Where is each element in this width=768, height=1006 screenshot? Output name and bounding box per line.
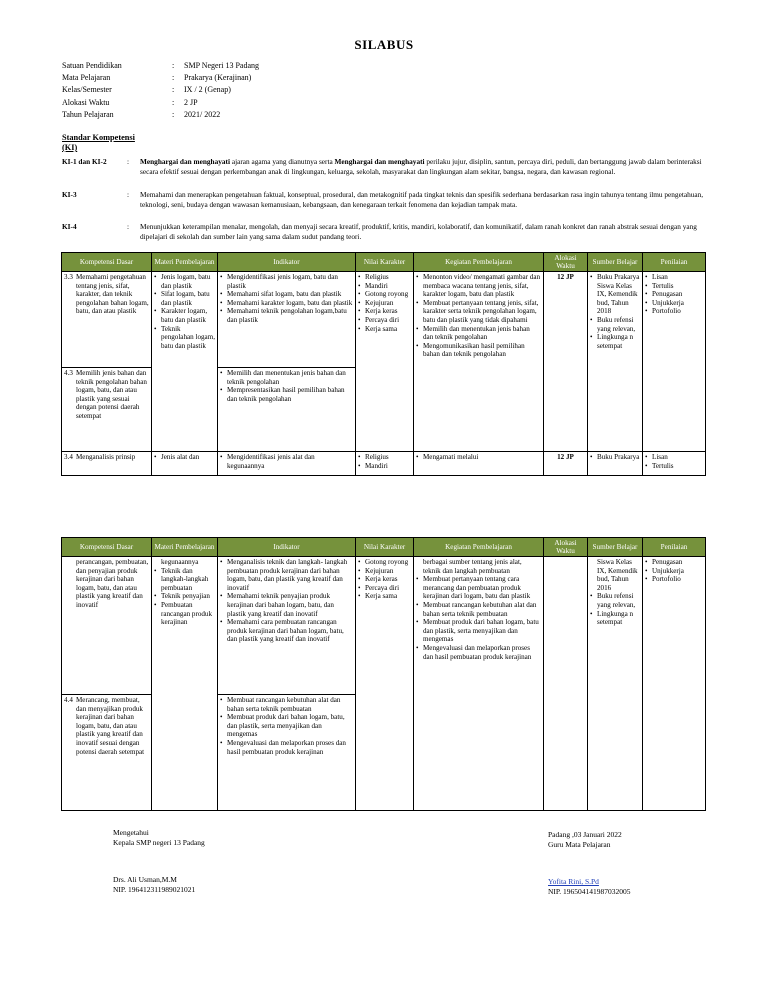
sign-label: Mengetahui: [113, 828, 149, 837]
list-item: • Gotong royong: [358, 558, 411, 567]
list-item: • Mengamati melalui: [416, 453, 541, 462]
list-item: • Membuat rancangan kebutuhan alat dan bahan serta teknik pembuatan: [416, 601, 541, 618]
list-item: • Sifat logam, batu dan plastik: [154, 290, 215, 307]
list-item: • Pembuatan rancangan produk kerajinan: [154, 601, 215, 627]
kegiatan-continuation: berbagai sumber tentang jenis alat, teknik dan langkah pembuatan: [423, 558, 522, 575]
ki-text: Menghargai dan menghayati ajaran agama yang dianutnya serta Menghargai dan menghayati perilaku jujur, disiplin, santun, percaya diri, peduli, dan bertanggung jawab dalam berinteraksi secara efektif sesuai dengan perkembangan anak di lingkungan, keluarga, sekolah, masyarakat dan lingkungan alam sekitar, bangsa, negara, dan kawasan regional.: [140, 157, 702, 176]
meta-key: Tahun Pelajaran: [62, 109, 114, 119]
meta-key: Alokasi Waktu: [62, 97, 110, 107]
list-item: • Membuat produk dari bahan logam, batu, dan plastik, serta menyajikan dan mengemas: [220, 713, 353, 739]
list-item: • Unjukkerja: [645, 567, 703, 576]
list-item: • Mandiri: [358, 282, 411, 291]
sign-date: Padang ,03 Januari 2022: [548, 830, 622, 839]
list-item: • Memilih dan menentukan jenis bahan dan teknik pengolahan: [416, 325, 541, 342]
list-item: • Mempresentasikan hasil pemilihan bahan dan teknik pengolahan: [220, 386, 353, 403]
list-item: • Percaya diri: [358, 316, 411, 325]
sign-nip: NIP. 196412311989021021: [113, 884, 196, 894]
list-item: • Gotong royong: [358, 290, 411, 299]
list-item: • Kerja sama: [358, 325, 411, 334]
list-item: • Penugasan: [645, 558, 703, 567]
meta-value: 2 JP: [184, 97, 198, 107]
header-kegiatan: Kegiatan Pembelajaran: [414, 253, 544, 272]
sumber-cell: [588, 272, 643, 452]
list-item: • Jenis alat dan: [154, 453, 215, 462]
list-item: • Mengevaluasi dan melaporkan proses dan hasil pembuatan produk kerajinan: [416, 644, 541, 661]
list-item: • Kerja keras: [358, 307, 411, 316]
ki-text: Memahami dan menerapkan pengetahuan faktual, konseptual, prosedural, dan metakognitif pada tingkat teknis dan spesifik sederhana berdasarkan rasa ingin tahunya tentang ilmu pengetahuan, teknologi, seni, budaya dengan wawasan kemanusiaan, kebangsaan, dan kenegaraan terkait fenomena dan kejadian tampak mata.: [140, 190, 704, 209]
list-item: • Tertulis: [645, 282, 703, 291]
document-meta: [62, 60, 259, 121]
list-item: • Memahami karakter logam, batu dan plastik: [220, 299, 353, 308]
signature-left: [113, 828, 205, 894]
sign-name: Yofita Rini, S.Pd: [548, 877, 599, 887]
sign-name: Drs. Ali Usman,M.M: [113, 875, 177, 885]
list-item: • Mengevaluasi dan melaporkan proses dan hasil pembuatan produk kerajinan: [220, 739, 353, 756]
nilai-cell: [356, 452, 414, 476]
meta-row: Kelas/Semester : IX / 2 (Genap): [62, 84, 259, 96]
list-item: • Memahami teknik pengolahan logam,batu dan plastik: [220, 307, 353, 324]
meta-value: SMP Negeri 13 Padang: [184, 61, 260, 70]
list-item: • Kerja sama: [358, 592, 411, 601]
sign-role: Kepala SMP negeri 13 Padang: [113, 837, 205, 847]
header-materi: Materi Pembelajaran: [152, 538, 218, 557]
list-item: • Penugasan: [645, 290, 703, 299]
list-item: • Mengidentifikasi jenis logam, batu dan plastik: [220, 273, 353, 290]
header-nilai-karakter: Nilai Karakter: [356, 253, 414, 272]
list-item: • Unjukkerja: [645, 299, 703, 308]
ki-3: KI-3 : Memahami dan menerapkan pengetahuan faktual, konseptual, prosedural, dan metakognitif pada tingkat teknis dan spesifik sederhana berdasarkan rasa ingin tahunya tentang ilmu pengetahuan, teknologi, seni, budaya dengan wawasan kemanusiaan, kebangsaan, dan kenegaraan terkait fenomena dan kejadian tampak mata.: [62, 190, 712, 210]
ki-key: KI-4: [62, 222, 77, 231]
meta-key: Satuan Pendidikan: [62, 61, 122, 70]
list-item: • Buku refensi yang relevan,: [590, 592, 640, 609]
materi-cell: [152, 452, 218, 476]
header-penilaian: Penilaian: [643, 253, 706, 272]
meta-value: 2021/ 2022: [184, 109, 221, 119]
table-row: [62, 272, 706, 368]
alokasi-cell: [544, 557, 588, 811]
list-item: • Tertulis: [645, 462, 703, 471]
sumber-continuation: Siswa Kelas IX, Kemendik bud, Tahun 2016: [597, 558, 638, 592]
sk-heading-line: (KI): [62, 143, 78, 152]
list-item: • Membuat produk dari bahan logam, batu dan plastik, serta menyajikan dan mengemas: [416, 618, 541, 644]
table-header-row: [62, 538, 706, 557]
sk-heading-line: Standar Kompetensi: [62, 133, 135, 142]
document-title: SILABUS: [354, 37, 414, 52]
header-materi: Materi Pembelajaran: [152, 253, 218, 272]
indikator-cell: [218, 695, 356, 811]
list-item: • Buku Prakarya: [590, 453, 640, 462]
list-item: • Membuat pertanyaan tentang cara merancang dan pembuatan produk kerajinan dari logam, batu dan plastik: [416, 575, 541, 601]
kd-cell: 4.4 Merancang, membuat, dan menyajikan produk kerajinan dari bahan logam, batu, dan atau plastik yang kreatif dan inovatif sesuai dengan potensi daerah setempat: [62, 695, 152, 811]
ki-1-2: KI-1 dan KI-2 : Menghargai dan menghayati ajaran agama yang dianutnya serta Menghargai dan menghayati perilaku jujur, disiplin, santun, percaya diri, peduli, dan bertanggung jawab dalam berinteraksi secara efektif sesuai dengan perkembangan anak di lingkungan, keluarga, sekolah, masyarakat dan lingkungan alam sekitar, bangsa, negara, dan kawasan regional.: [62, 157, 712, 177]
list-item: • Menonton video/ mengamati gambar dan membaca wacana tentang jenis, sifat, karakter logam, batu dan plastik: [416, 273, 541, 299]
list-item: • Portofolio: [645, 575, 703, 584]
meta-row: Mata Pelajaran : Prakarya (Kerajinan): [62, 72, 259, 84]
meta-row: Tahun Pelajaran : 2021/ 2022: [62, 109, 259, 121]
header-alokasi: Alokasi Waktu: [544, 253, 588, 272]
penilaian-cell: [643, 557, 706, 811]
kegiatan-cell: [414, 272, 544, 452]
alokasi-cell: 12 JP: [544, 452, 588, 476]
list-item: • Religius: [358, 273, 411, 282]
nilai-cell: [356, 272, 414, 452]
list-item: • Percaya diri: [358, 584, 411, 593]
materi-cell: [152, 272, 218, 452]
list-item: • Lisan: [645, 273, 703, 282]
list-item: • Buku Prakarya Siswa Kelas IX, Kemendik bud, Tahun 2018: [590, 273, 640, 316]
ki-4: KI-4 : Menunjukkan keterampilan menalar, mengolah, dan menyaji secara kreatif, produktif, kritis, mandiri, kolaboratif, dan komunikatif, dalam ranah konkret dan ranah abstrak sesuai dengan yang dipelajari di sekolah dan sumber lain yang sama dalam sudut pandang teori.: [62, 222, 712, 242]
list-item: • Membuat pertanyaan tentang jenis, sifat, karakter serta teknik pengolahan logam, batu dan plastik yang tidak dipahami: [416, 299, 541, 325]
header-penilaian: Penilaian: [643, 538, 706, 557]
materi-continuation: kegunaannya: [161, 558, 199, 566]
header-sumber: Sumber Belajar: [588, 538, 643, 557]
kegiatan-cell: [414, 557, 544, 811]
ki-text: Menunjukkan keterampilan menalar, mengolah, dan menyaji secara kreatif, produktif, kritis, mandiri, kolaboratif, dan komunikatif, dalam ranah konkret dan ranah abstrak sesuai dengan yang dipelajari di sekolah dan sumber lain yang sama dalam sudut pandang teori.: [140, 222, 697, 241]
table-header-row: [62, 253, 706, 272]
list-item: • Lingkunga n setempat: [590, 610, 640, 627]
table-row: [62, 557, 706, 695]
list-item: • Mandiri: [358, 462, 411, 471]
ki-key: KI-3: [62, 190, 77, 199]
list-item: • Menganalisis teknik dan langkah- langkah pembuatan produk kerajinan dari bahan logam, batu, dan plastik yang kreatif dan inovatif: [220, 558, 353, 592]
meta-row: Satuan Pendidikan : SMP Negeri 13 Padang: [62, 60, 259, 72]
standar-kompetensi-heading: [62, 133, 135, 153]
table-row: [62, 452, 706, 476]
list-item: • Buku refensi yang relevan,: [590, 316, 640, 333]
list-item: • Teknik dan langkah-langkah pembuatan: [154, 567, 215, 593]
list-item: • Teknik penyajian: [154, 592, 215, 601]
sumber-cell: [588, 452, 643, 476]
list-item: • Portofolio: [645, 307, 703, 316]
header-indikator: Indikator: [218, 253, 356, 272]
sign-nip: NIP. 196504141987032005: [548, 886, 631, 896]
silabus-table-page-1: [61, 252, 706, 476]
list-item: • Memahami cara pembuatan rancangan produk kerajinan dari bahan logam, batu, dan plastik yang kreatif dan inovatif: [220, 618, 353, 644]
list-item: • Kejujuran: [358, 299, 411, 308]
list-item: • Kejujuran: [358, 567, 411, 576]
indikator-cell: [218, 557, 356, 695]
header-kegiatan: Kegiatan Pembelajaran: [414, 538, 544, 557]
meta-key: Mata Pelajaran: [62, 73, 111, 83]
header-nilai-karakter: Nilai Karakter: [356, 538, 414, 557]
list-item: • Jenis logam, batu dan plastik: [154, 273, 215, 290]
header-indikator: Indikator: [218, 538, 356, 557]
sumber-cell: [588, 557, 643, 811]
meta-row: Alokasi Waktu : 2 JP: [62, 97, 259, 109]
list-item: • Mengidentifikasi jenis alat dan kegunaannya: [220, 453, 353, 470]
list-item: • Lisan: [645, 453, 703, 462]
indikator-cell: [218, 452, 356, 476]
meta-key: Kelas/Semester: [62, 85, 112, 95]
list-item: • Memahami sifat logam, batu dan plastik: [220, 290, 353, 299]
kd-cell: perancangan, pembuatan, dan penyajian produk kerajinan dari bahan logam, batu, dan atau plastik yang kreatif dan inovatif: [62, 557, 152, 695]
kd-cell: 4.3 Memilih jenis bahan dan teknik pengolahan bahan logam, batu, dan atau plastik yang sesuai dengan potensi daerah setempat: [62, 368, 152, 452]
header-kompetensi-dasar: Kompetensi Dasar: [62, 253, 152, 272]
materi-cell: [152, 557, 218, 811]
sign-role: Guru Mata Pelajaran: [548, 839, 611, 849]
silabus-table-page-2: [61, 537, 706, 811]
kd-cell: 3.3 Memahami pengetahuan tentang jenis, sifat, karakter, dan teknik pengolahan bahan logam, batu, dan atau plastik: [62, 272, 152, 368]
meta-value: Prakarya (Kerajinan): [184, 73, 252, 83]
penilaian-cell: [643, 272, 706, 452]
list-item: • Mengomunikasikan hasil pemilihan bahan dan teknik pengolahan: [416, 342, 541, 359]
nilai-cell: [356, 557, 414, 811]
kegiatan-cell: [414, 452, 544, 476]
header-alokasi: Alokasi Waktu: [544, 538, 588, 557]
ki-key: KI-1 dan KI-2: [62, 157, 107, 166]
list-item: • Memilih dan menentukan jenis bahan dan teknik pengolahan: [220, 369, 353, 386]
penilaian-cell: [643, 452, 706, 476]
list-item: • Karakter logam, batu dan plastik: [154, 307, 215, 324]
meta-value: IX / 2 (Genap): [184, 85, 231, 95]
list-item: • Membuat rancangan kebutuhan alat dan bahan serta teknik pembuatan: [220, 696, 353, 713]
header-sumber: Sumber Belajar: [588, 253, 643, 272]
list-item: • Religius: [358, 453, 411, 462]
signature-right: [548, 830, 631, 896]
list-item: • Teknik pengolahan logam, batu dan plastik: [154, 325, 215, 351]
list-item: • Kerja keras: [358, 575, 411, 584]
alokasi-cell: 12 JP: [544, 272, 588, 452]
kd-cell: 3.4 Menganalisis prinsip: [62, 452, 152, 476]
indikator-cell: [218, 272, 356, 368]
list-item: • Memahami teknik penyajian produk kerajinan dari bahan logam, batu, dan plastik yang kreatif dan inovatif: [220, 592, 353, 618]
header-kompetensi-dasar: Kompetensi Dasar: [62, 538, 152, 557]
indikator-cell: [218, 368, 356, 452]
list-item: • Lingkunga n setempat: [590, 333, 640, 350]
